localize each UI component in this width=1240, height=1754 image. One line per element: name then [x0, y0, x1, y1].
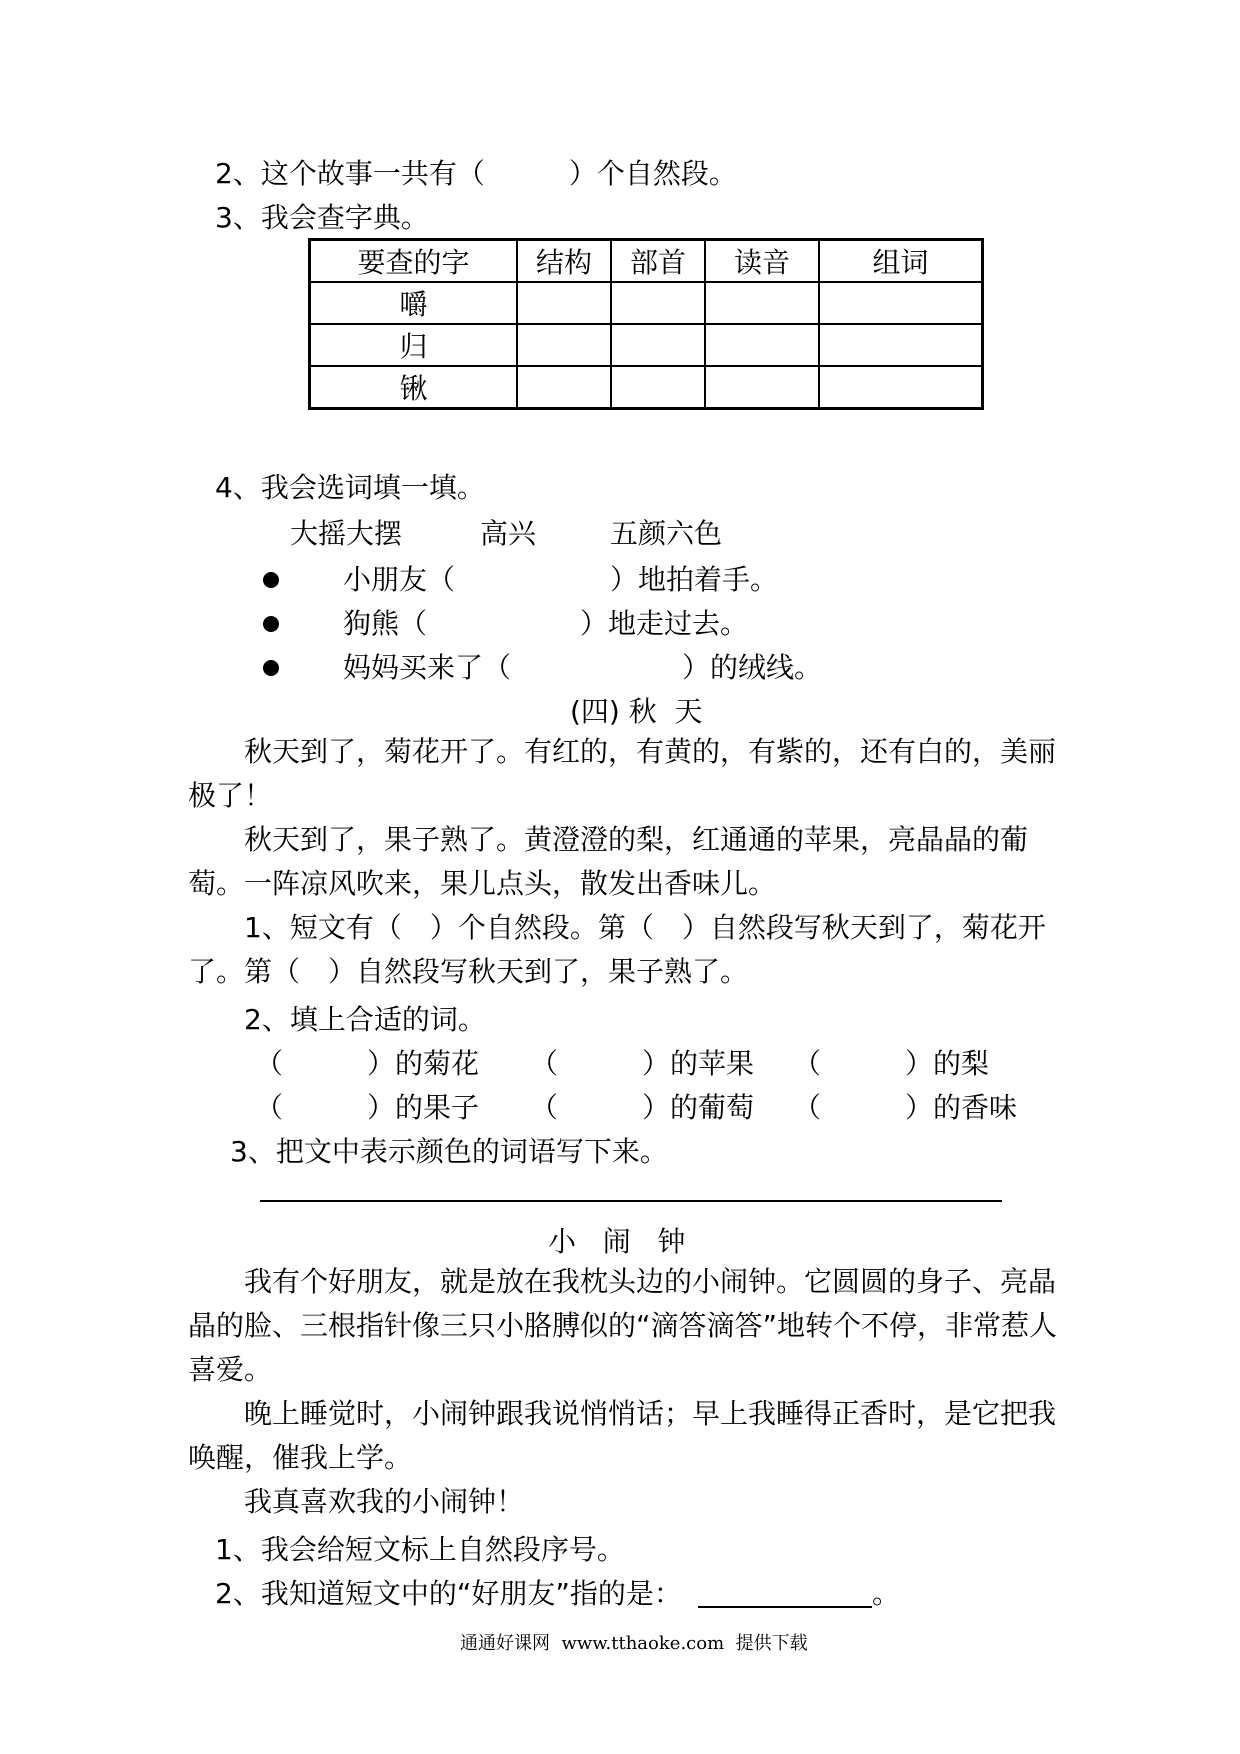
table-row	[310, 282, 983, 324]
header-cell: 部首	[611, 240, 705, 283]
character-cell: 锹	[310, 366, 518, 409]
bullet-icon	[263, 616, 279, 632]
header-cell: 读音	[705, 240, 819, 283]
table-row	[310, 324, 983, 366]
question-good-friend: 2、我知道短文中的“好朋友”指的是：	[215, 1577, 682, 1610]
question-number-paragraphs: 1、我会给短文标上自然段序号。	[215, 1533, 625, 1566]
answer-cell[interactable]	[517, 366, 611, 409]
fill-blank-item: （ ）的葡萄	[530, 1091, 755, 1124]
table-header-row	[310, 240, 983, 283]
fill-blank-item: （ ）的香味	[793, 1091, 1018, 1124]
fill-blank-item: （ ）的菊花	[255, 1047, 480, 1080]
question-paragraph-count: 2、这个故事一共有（ ）个自然段。	[215, 157, 737, 190]
word-option: 五颜六色	[610, 517, 723, 550]
passage-paragraph: 秋天到了，果子熟了。黄澄澄的梨，红通通的苹果，亮晶晶的葡萄。一阵凉风吹来，果儿点头，散发出香味儿。	[188, 823, 1029, 900]
header-cell: 要查的字	[310, 240, 518, 283]
page-footer: 通通好课网 www.tthaoke.com 提供下载	[460, 1633, 808, 1654]
fill-blank-item: （ ）的果子	[255, 1091, 480, 1124]
question-paragraph: 1、短文有（ ）个自然段。第（ ）自然段写秋天到了，菊花开了。第（ ）自然段写秋天到了，果子熟了。	[188, 911, 1046, 988]
fill-item-after: ）的绒线。	[682, 651, 823, 684]
question-fill-words: 2、填上合适的词。	[244, 1003, 486, 1036]
dictionary-table	[308, 238, 984, 410]
word-option: 大摇大摆	[290, 517, 403, 550]
table-row	[310, 366, 983, 409]
answer-line[interactable]	[698, 1606, 872, 1608]
fill-item-before: 小朋友（	[343, 563, 456, 596]
header-cell: 结构	[517, 240, 611, 283]
fill-item-after: ）地拍着手。	[610, 563, 779, 596]
fill-item-before: 狗熊（	[343, 607, 428, 640]
character-cell: 嚼	[310, 282, 518, 324]
bullet-icon	[263, 572, 279, 588]
section-title: (四) 秋 天	[570, 695, 703, 728]
answer-cell[interactable]	[819, 324, 983, 366]
passage-title: 小 闹 钟	[548, 1225, 686, 1258]
answer-cell[interactable]	[705, 366, 819, 409]
passage-paragraph: 晚上睡觉时，小闹钟跟我说悄悄话；早上我睡得正香时，是它把我唤醒，催我上学。	[188, 1397, 1057, 1474]
answer-cell[interactable]	[819, 366, 983, 409]
answer-cell[interactable]	[611, 324, 705, 366]
question-end-mark: 。	[872, 1577, 901, 1610]
passage-paragraph: 秋天到了，菊花开了。有红的，有黄的，有紫的，还有白的，美丽极了！	[188, 735, 1057, 812]
header-cell: 组词	[819, 240, 983, 283]
question-color-words: 3、把文中表示颜色的词语写下来。	[230, 1135, 668, 1168]
word-option: 高兴	[480, 517, 537, 550]
answer-cell[interactable]	[517, 324, 611, 366]
answer-cell[interactable]	[611, 366, 705, 409]
answer-cell[interactable]	[705, 324, 819, 366]
fill-item-before: 妈妈买来了（	[343, 651, 512, 684]
bullet-icon	[263, 660, 279, 676]
answer-cell[interactable]	[705, 282, 819, 324]
question-dictionary-title: 3、我会查字典。	[215, 201, 429, 234]
fill-item-after: ）地走过去。	[580, 607, 749, 640]
answer-line[interactable]	[260, 1200, 1002, 1202]
fill-blank-item: （ ）的苹果	[530, 1047, 755, 1080]
passage-paragraph: 我真喜欢我的小闹钟！	[244, 1485, 525, 1518]
passage-paragraph: 我有个好朋友，就是放在我枕头边的小闹钟。它圆圆的身子、亮晶晶的脸、三根指针像三只小胳膊似的“滴答滴答”地转个不停，非常惹人喜爱。	[188, 1265, 1058, 1386]
question-fill-words-title: 4、我会选词填一填。	[215, 471, 485, 504]
answer-cell[interactable]	[819, 282, 983, 324]
answer-cell[interactable]	[517, 282, 611, 324]
fill-blank-item: （ ）的梨	[793, 1047, 990, 1080]
character-cell: 归	[310, 324, 518, 366]
answer-cell[interactable]	[611, 282, 705, 324]
